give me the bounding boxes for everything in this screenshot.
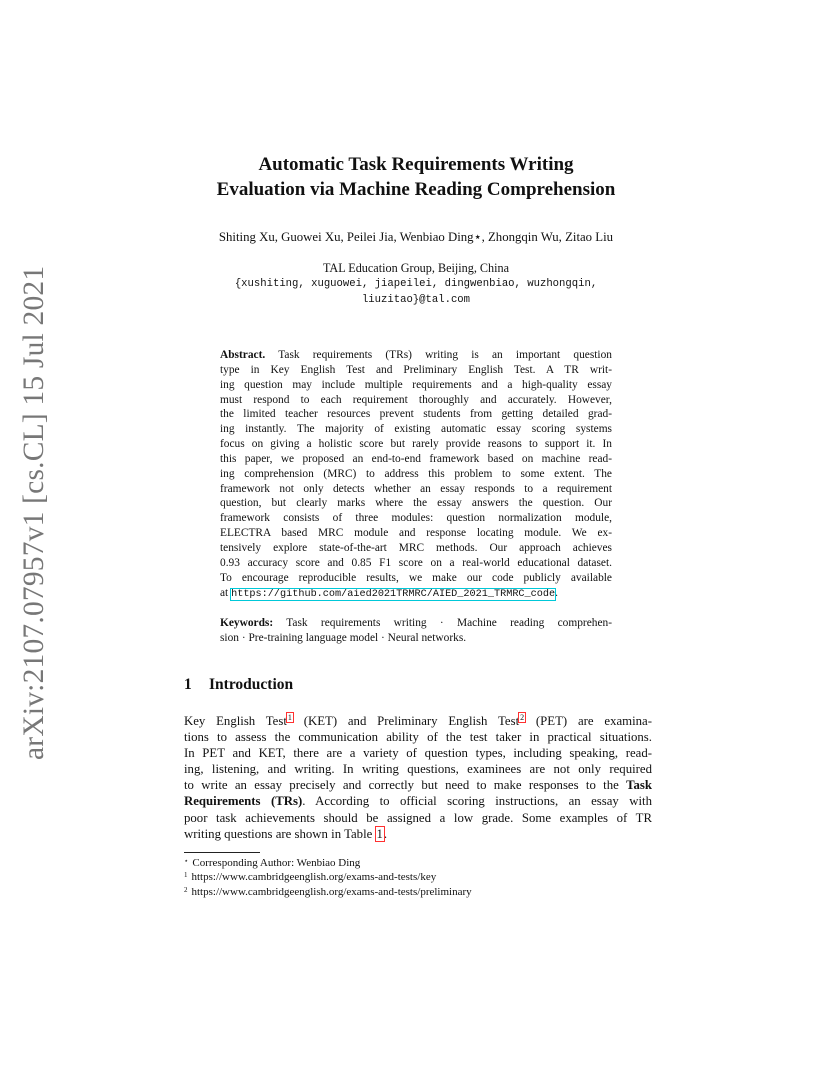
abstract-line: ing instantly. The majority of existing automatic essay scoring systems <box>220 423 612 436</box>
introduction-paragraph <box>184 713 652 842</box>
paper-title <box>160 152 672 202</box>
footnote-ref-1[interactable]: 1 <box>287 713 292 722</box>
section-title: Introduction <box>209 676 294 693</box>
footnote-url[interactable]: https://www.cambridgeenglish.org/exams-and-tests/key <box>191 871 437 884</box>
abstract-line: focus on giving a holistic score but rarely provide reasons to support it. In <box>220 438 612 451</box>
body-line: poor task achievements should be assigned a low grade. Some examples of TR <box>184 810 652 825</box>
footnote-item: ⋆ Corresponding Author: Wenbiao Ding <box>184 857 361 869</box>
section-heading <box>184 676 293 694</box>
abstract-line: ELECTRA based MRC module and response locating module. We ex- <box>220 527 612 540</box>
body-line: In PET and KET, there are a variety of question types, including speaking, read- <box>184 746 652 761</box>
abstract-line: at https://github.com/aied2021TRMRC/AIED_2021_TRMRC_code. <box>220 586 558 600</box>
body-line: ing, listening, and writing. In writing questions, examinees are not only required <box>184 762 652 777</box>
affiliation-org: TAL Education Group, Beijing, China <box>322 261 510 275</box>
abstract-line: the limited teacher resources prevent students from getting detailed grad- <box>220 408 612 421</box>
abstract-line: To encourage reproducible results, we make our code publicly available <box>220 571 612 584</box>
footnote-url[interactable]: https://www.cambridgeenglish.org/exams-and-tests/preliminary <box>191 885 472 898</box>
title-line-1: Automatic Task Requirements Writing <box>258 154 574 175</box>
abstract-label: Abstract. <box>220 349 266 361</box>
abstract-line: type in Key English Test and Preliminary English Test. A TR writ- <box>220 363 612 376</box>
footnote-item <box>184 885 472 899</box>
code-repository-link[interactable]: https://github.com/aied2021TRMRC/AIED_2021_TRMRC_code <box>231 588 556 600</box>
keywords <box>220 616 612 646</box>
body-line: Requirements (TRs). According to official scoring instructions, an essay with <box>184 794 652 809</box>
abstract-line: ing question may include multiple requirements and a high-quality essay <box>220 378 612 391</box>
abstract-line: must respond to each requirement thoroughly and accurately. However, <box>220 393 612 406</box>
footnotes <box>184 856 472 899</box>
footnote-mark: 1 <box>184 871 188 880</box>
author-list: Shiting Xu, Guowei Xu, Peilei Jia, Wenbiao Ding⋆, Zhongqin Wu, Zitao Liu <box>218 230 614 244</box>
keywords-line: Keywords: Task requirements writing · Machine reading comprehen- <box>220 617 612 629</box>
section-number: 1 <box>184 676 192 693</box>
abstract-line: Abstract. Task requirements (TRs) writing is an important question <box>220 349 612 361</box>
footnote-item <box>184 870 472 884</box>
keywords-label: Keywords: <box>220 617 274 629</box>
abstract-line: question, but clearly marks where the essay answers the question. Our <box>220 497 612 510</box>
abstract-line: framework consists of three modules: question normalization module, <box>220 512 612 525</box>
arxiv-identifier: arXiv:2107.07957v1 [cs.CL] 15 Jul 2021 <box>18 265 50 760</box>
body-line: tions to assess the communication ability of the test taker in practical situations. <box>184 730 652 745</box>
footnote-mark: 2 <box>184 885 188 894</box>
body-line: writing questions are shown in Table 1. <box>184 826 388 841</box>
affiliation-emails-1: {xushiting, xuguowei, jiapeilei, dingwenbiao, wuzhongqin, <box>234 278 598 290</box>
abstract-line: framework not only detects whether an essay responds to a requirement <box>220 482 612 495</box>
footnote-rule <box>184 852 260 853</box>
abstract-line: tensively explore state-of-the-art MRC methods. Our approach achieves <box>220 541 612 554</box>
title-line-2: Evaluation via Machine Reading Comprehension <box>216 179 616 200</box>
abstract <box>220 348 612 602</box>
body-line: to write an essay precisely and correctly but need to make responses to the Task <box>184 778 652 793</box>
footnote-ref-2[interactable]: 2 <box>520 713 525 722</box>
body-line: Key English Test$^1$ (KET) and Preliminary English Test$^2$ (PET) are examina- <box>184 713 652 728</box>
affiliation-emails-2: liuzitao}@tal.com <box>361 294 471 306</box>
abstract-line: this paper, we proposed an end-to-end framework based on machine read- <box>220 452 612 465</box>
footnote-mark: ⋆ <box>184 857 189 865</box>
table-ref-link[interactable]: 1 <box>376 826 383 841</box>
keywords-line: sion · Pre-training language model · Neural networks. <box>220 632 467 644</box>
abstract-line: 0.93 accuracy score and 0.85 F1 score on a real-world educational dataset. <box>220 556 612 569</box>
affiliation <box>160 260 672 308</box>
abstract-line: ing comprehension (MRC) to address this problem to some extent. The <box>220 467 612 480</box>
